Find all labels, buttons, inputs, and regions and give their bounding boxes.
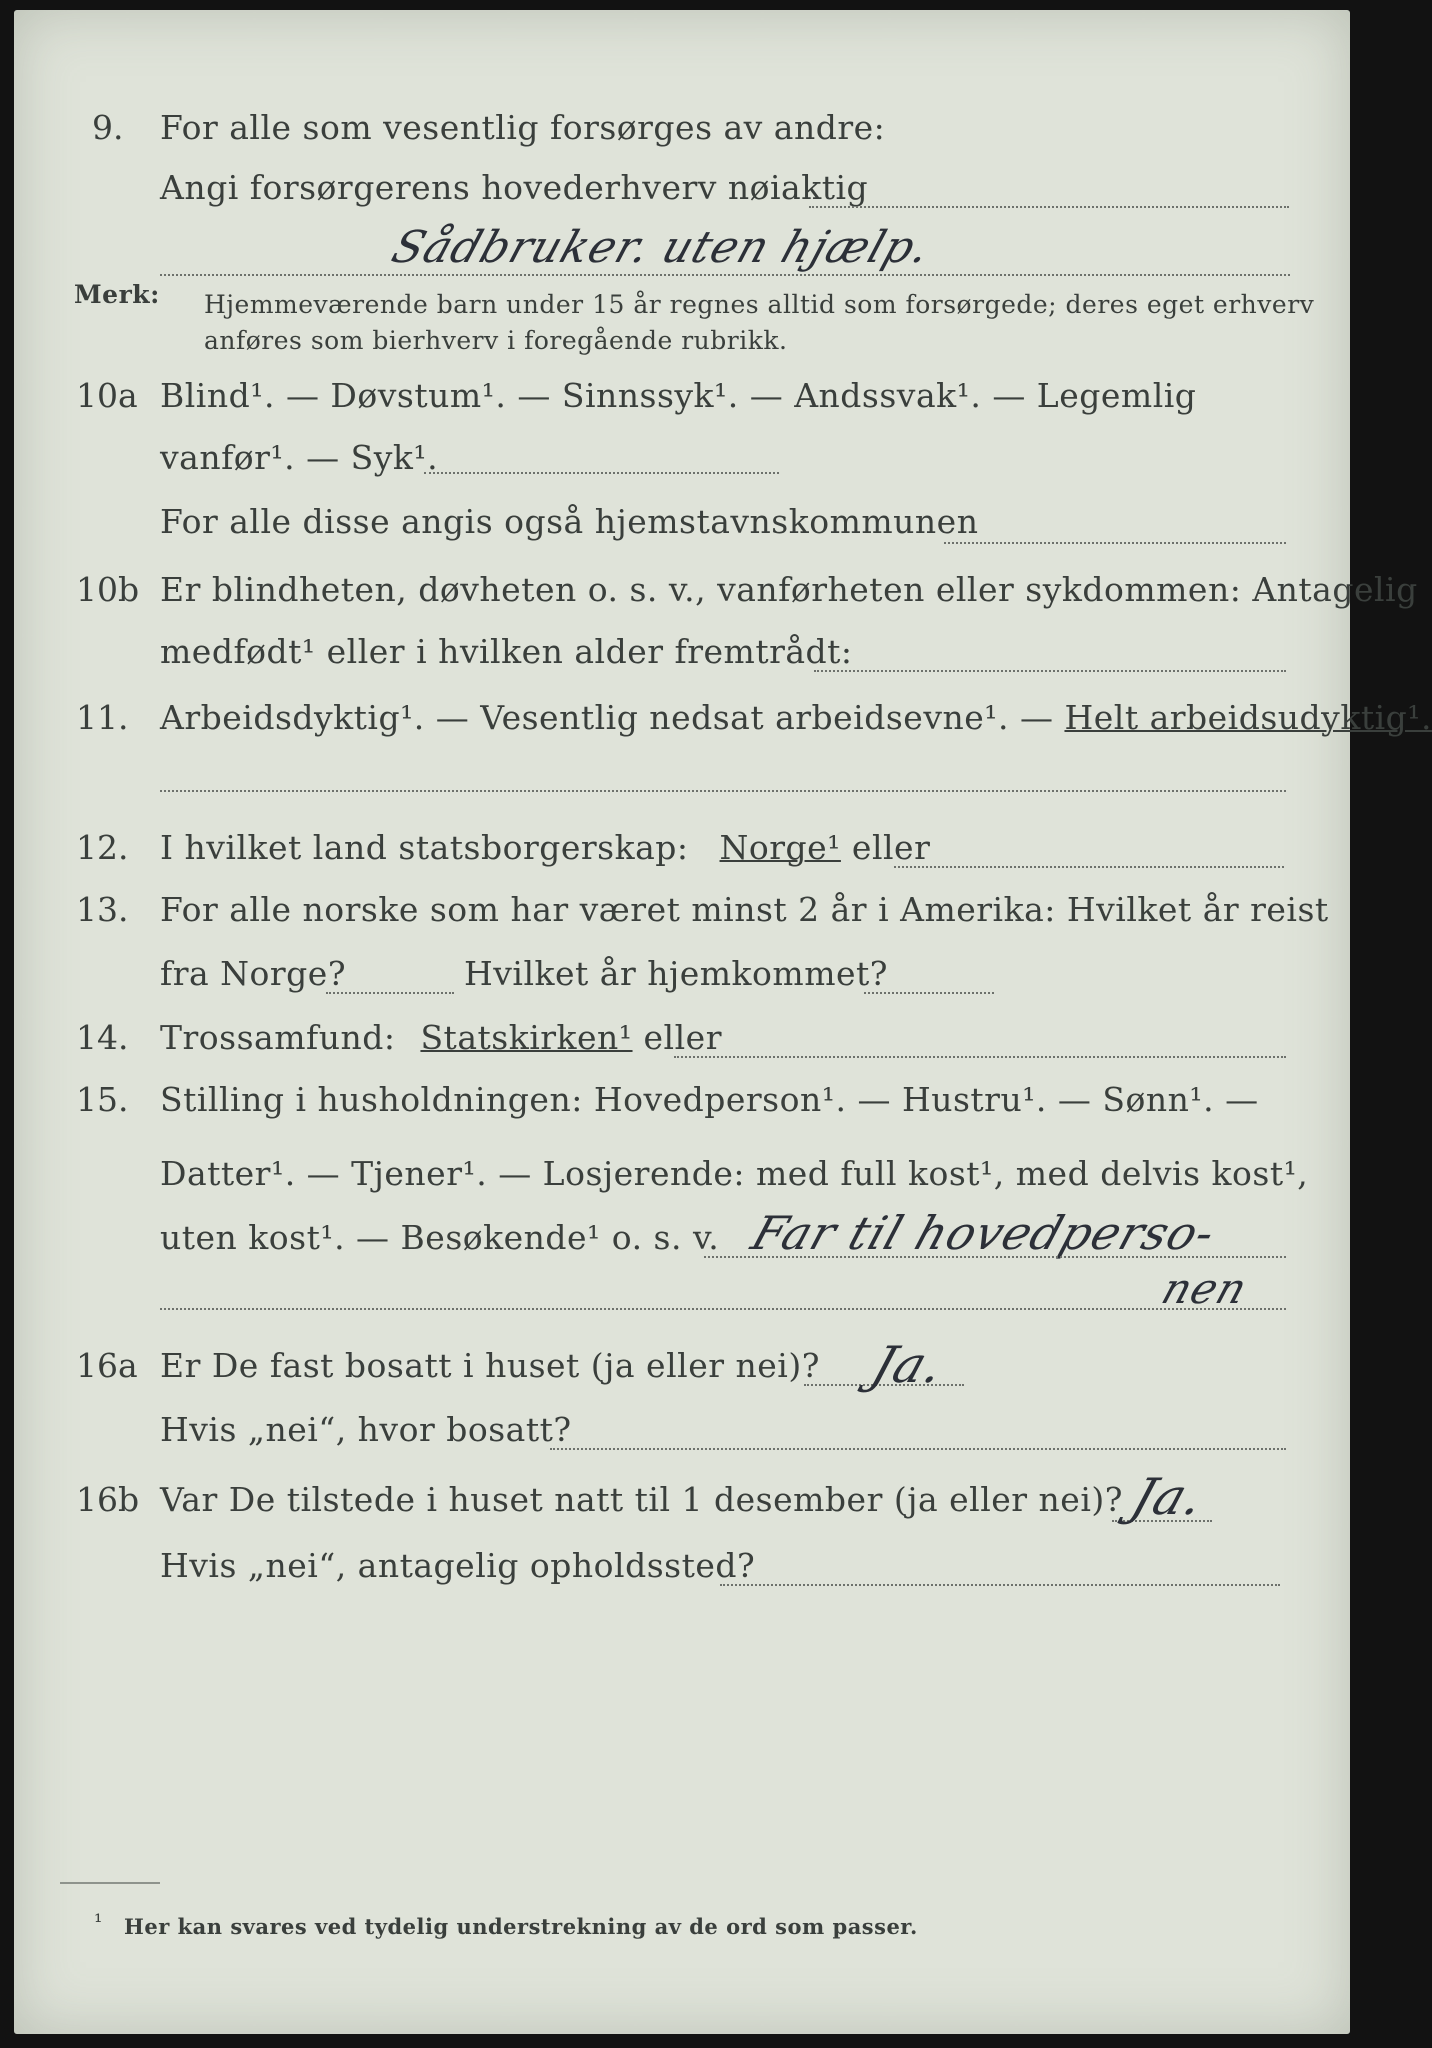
q15-line3: uten kost¹. — Besøkende¹ o. s. v. <box>160 1218 720 1257</box>
q10a-line3: For alle disse angis også hjemstavnskommunen <box>160 502 979 541</box>
q15-number: 15. <box>76 1080 129 1119</box>
q12-question: I hvilket land statsborgerskap: <box>160 828 689 867</box>
q12-text <box>160 828 930 867</box>
q10a-line1: Blind¹. — Døvstum¹. — Sinnssyk¹. — Andssvak¹. — Legemlig <box>160 376 1197 415</box>
q16a-bosatt-line <box>550 1448 1286 1450</box>
q15-answer-line-2 <box>160 1308 1286 1310</box>
q12-number: 12. <box>76 828 129 867</box>
q12-underlined-answer: Norge¹ <box>719 828 841 867</box>
q15-line2: Datter¹. — Tjener¹. — Losjerende: med full kost¹, med delvis kost¹, <box>160 1154 1309 1193</box>
q13-line2a: fra Norge? <box>160 954 347 993</box>
q11-extra-line <box>160 790 1286 792</box>
q10b-line1: Er blindheten, døvheten o. s. v., vanførheten eller sykdommen: Antagelig <box>160 570 1418 609</box>
q14-text <box>160 1018 722 1057</box>
footnote-rule <box>60 1882 160 1884</box>
q16a-number: 16a <box>76 1346 138 1385</box>
merk-line1: Hjemmeværende barn under 15 år regnes alltid som forsørgede; deres eget erhverv <box>204 290 1315 319</box>
footnote-text: Her kan svares ved tydelig understrekning av de ord som passer. <box>124 1914 918 1939</box>
q9-answer-line-1 <box>809 206 1289 208</box>
q11-options: Arbeidsdyktig¹. — Vesentlig nedsat arbeidsevne¹. — <box>160 698 1054 737</box>
q16b-line2: Hvis „nei“, antagelig opholdssted? <box>160 1546 756 1585</box>
q11-underlined-answer: Helt arbeidsudyktig¹. <box>1064 698 1432 737</box>
footnote-mark: ¹ <box>94 1910 103 1934</box>
q11-number: 11. <box>76 698 129 737</box>
census-form-page <box>14 10 1432 2034</box>
q10b-line2: medfødt¹ eller i hvilken alder fremtrådt: <box>160 632 853 671</box>
q16a-line1: Er De fast bosatt i huset (ja eller nei)? <box>160 1346 820 1385</box>
q16b-handwritten-answer: Ja. <box>1124 1468 1213 1526</box>
q15-answer-line-1 <box>704 1256 1286 1258</box>
q12-answer-line <box>894 866 1284 868</box>
q16a-line2: Hvis „nei“, hvor bosatt? <box>160 1410 572 1449</box>
q16a-handwritten-answer: Ja. <box>864 1336 953 1394</box>
q14-answer-line <box>674 1056 1286 1058</box>
q13-hjemkommet-line <box>864 992 994 994</box>
q14-rest: eller <box>643 1018 722 1057</box>
q16b-opholdssted-line <box>720 1584 1280 1586</box>
q13-number: 13. <box>76 890 129 929</box>
q9-line2: Angi forsørgerens hovederhverv nøiaktig <box>160 168 869 207</box>
q10a-line2: vanfør¹. — Syk¹. <box>160 438 439 477</box>
q9-line1: For alle som vesentlig forsørges av andre: <box>160 108 886 147</box>
q15-handwritten-answer-1: Far til hovedperso- <box>745 1206 1223 1260</box>
q13-line2b: Hvilket år hjemkommet? <box>464 954 888 993</box>
q10a-kommune-line <box>944 542 1286 544</box>
q15-handwritten-answer-2: nen <box>1156 1264 1254 1313</box>
merk-line2: anføres som bierhverv i foregående rubrikk. <box>204 326 788 355</box>
q13-line1: For alle norske som har været minst 2 år i Amerika: Hvilket år reist <box>160 890 1329 929</box>
q16b-number: 16b <box>76 1480 140 1519</box>
q9-answer-line-2 <box>160 274 1290 276</box>
q13-reist-line <box>326 992 454 994</box>
q11-text <box>160 698 1432 737</box>
merk-label: Merk: <box>74 280 160 309</box>
q14-number: 14. <box>76 1018 129 1057</box>
q16b-line1: Var De tilstede i huset natt til 1 desember (ja eller nei)? <box>160 1480 1123 1519</box>
q12-rest: eller <box>851 828 931 867</box>
q9-number: 9. <box>92 108 124 147</box>
q9-handwritten-answer: Sådbruker. uten hjælp. <box>385 222 938 273</box>
q10b-number: 10b <box>76 570 140 609</box>
q15-line1: Stilling i husholdningen: Hovedperson¹. — Hustru¹. — Sønn¹. — <box>160 1080 1259 1119</box>
q14-question: Trossamfund: <box>160 1018 396 1057</box>
q14-underlined-answer: Statskirken¹ <box>420 1018 633 1057</box>
q10a-number: 10a <box>76 376 138 415</box>
q10b-answer-line <box>814 670 1286 672</box>
q10a-answer-line <box>424 472 779 474</box>
